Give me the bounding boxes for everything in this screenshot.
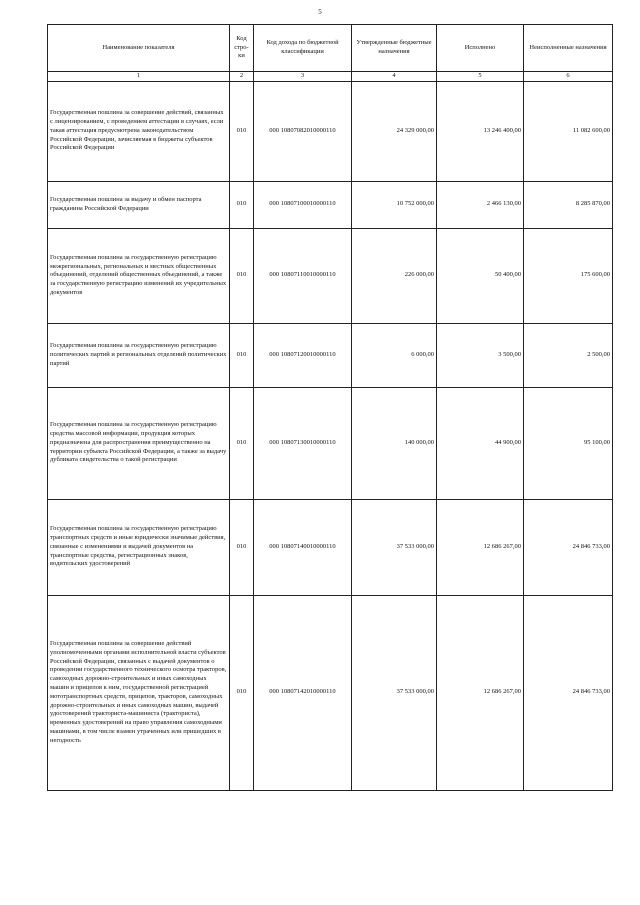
header-line-code: Код стро-ки	[230, 25, 254, 72]
income-code: 000 10807140010000110	[254, 499, 352, 595]
executed-amount: 12 686 267,00	[437, 595, 524, 790]
income-code: 000 10807120010000110	[254, 323, 352, 387]
line-code: 010	[230, 81, 254, 181]
table-row	[48, 323, 613, 387]
table-row	[48, 499, 613, 595]
approved-amount: 10 752 000,00	[352, 181, 437, 228]
header-income-code: Код дохода по бюджетной классификации	[254, 25, 352, 72]
income-code: 000 10807082010000110	[254, 81, 352, 181]
header-indicator-name: Наименование показателя	[48, 25, 230, 72]
indicator-name: Государственная пошлина за государственную регистрацию транспортных средств и иные юридически значимые действия, связанные с изменениями и выдачей документов на транспортные средства, регистрационных знаков, водительских удостоверений	[48, 499, 230, 595]
indicator-name: Государственная пошлина за государственную регистрацию межрегиональных, региональных и местных общественных объединений, отделений общественных объединений, а также за государственную регистрацию изменений их учредительных документов	[48, 228, 230, 323]
executed-amount: 50 400,00	[437, 228, 524, 323]
approved-amount: 226 000,00	[352, 228, 437, 323]
column-number: 2	[230, 72, 254, 82]
indicator-name: Государственная пошлина за совершение действий уполномоченными органами исполнительной власти субъектов Российской Федерации, связанных с выдачей документов о проведении государственного технического осмотра тракторов, самоходных дорожно-строительных и иных самоходных машин и прицепов к ним, государственной регистрацией мототранспортных средств, прицепов, тракторов, самоходных дорожно-строительных и иных самоходных машин, выдачей удостоверений тракториста-машиниста (тракториста), временных удостоверений на право управления самоходными машинами, в том числе взамен утраченных или пришедших в негодность	[48, 595, 230, 790]
executed-amount: 13 246 400,00	[437, 81, 524, 181]
indicator-name: Государственная пошлина за государственную регистрацию политических партий и региональных отделений политических партий	[48, 323, 230, 387]
table-row	[48, 81, 613, 181]
header-row	[48, 25, 613, 72]
column-number: 3	[254, 72, 352, 82]
header-executed: Исполнено	[437, 25, 524, 72]
column-number: 6	[524, 72, 613, 82]
unexecuted-amount: 8 285 870,00	[524, 181, 613, 228]
income-code: 000 10807110010000110	[254, 228, 352, 323]
line-code: 010	[230, 499, 254, 595]
line-code: 010	[230, 181, 254, 228]
table-row	[48, 228, 613, 323]
column-number: 5	[437, 72, 524, 82]
column-number: 4	[352, 72, 437, 82]
unexecuted-amount: 175 600,00	[524, 228, 613, 323]
unexecuted-amount: 24 846 733,00	[524, 499, 613, 595]
executed-amount: 2 466 130,00	[437, 181, 524, 228]
header-approved: Утвержденные бюджетные назначения	[352, 25, 437, 72]
approved-amount: 37 533 000,00	[352, 499, 437, 595]
indicator-name: Государственная пошлина за выдачу и обмен паспорта гражданина Российской Федерации	[48, 181, 230, 228]
table-row	[48, 595, 613, 790]
unexecuted-amount: 24 846 733,00	[524, 595, 613, 790]
table-row	[48, 387, 613, 499]
unexecuted-amount: 2 500,00	[524, 323, 613, 387]
income-code: 000 10807142010000110	[254, 595, 352, 790]
approved-amount: 24 329 000,00	[352, 81, 437, 181]
header-unexecuted: Неисполненные назначения	[524, 25, 613, 72]
income-code: 000 10807100010000110	[254, 181, 352, 228]
executed-amount: 12 686 267,00	[437, 499, 524, 595]
table-row	[48, 181, 613, 228]
line-code: 010	[230, 228, 254, 323]
indicator-name: Государственная пошлина за государственную регистрацию средства массовой информации, продукция которых предназначена для распространения преимущественно на территории субъекта Российской Федерации, а также за выдачу дубликата свидетельства о такой регистрации	[48, 387, 230, 499]
executed-amount: 3 500,00	[437, 323, 524, 387]
budget-execution-table	[47, 24, 613, 791]
approved-amount: 6 000,00	[352, 323, 437, 387]
executed-amount: 44 900,00	[437, 387, 524, 499]
indicator-name: Государственная пошлина за совершение действий, связанных с лицензированием, с проведением аттестации в случаях, если такая аттестация предусмотрена законодательством Российской Федерации, зачисляемая в бюджеты субъектов Российской Федерации	[48, 81, 230, 181]
unexecuted-amount: 95 100,00	[524, 387, 613, 499]
line-code: 010	[230, 595, 254, 790]
line-code: 010	[230, 323, 254, 387]
approved-amount: 140 000,00	[352, 387, 437, 499]
unexecuted-amount: 11 082 600,00	[524, 81, 613, 181]
page-number: 5	[318, 8, 322, 16]
column-number-row	[48, 72, 613, 82]
column-number: 1	[48, 72, 230, 82]
income-code: 000 10807130010000110	[254, 387, 352, 499]
line-code: 010	[230, 387, 254, 499]
approved-amount: 37 533 000,00	[352, 595, 437, 790]
